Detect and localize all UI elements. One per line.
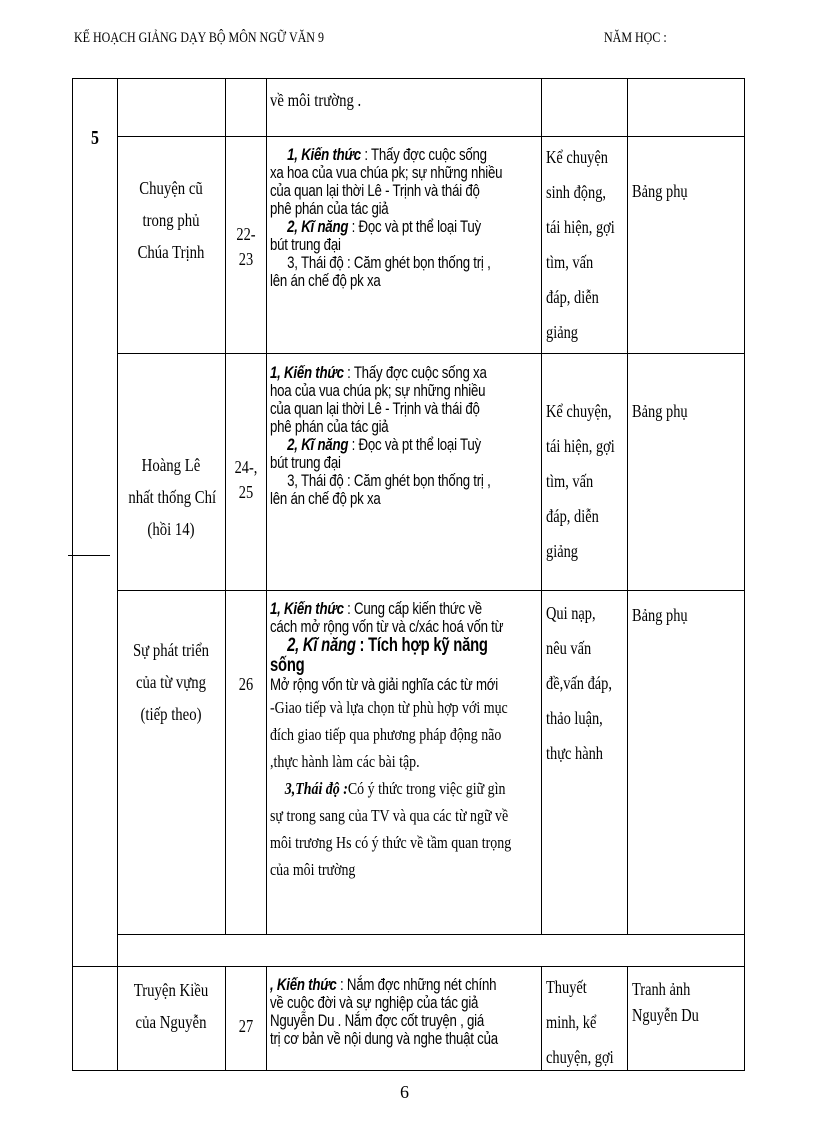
lesson-content-cell: 1, Kiến thức : Cung cấp kiến thức về cách mở rộng vốn từ và c/xác hoá vốn từ 2, Kĩ năng : Tích hợp kỹ năng sống Mở rộng vốn từ và giải nghĩa các từ mới -Giao tiếp và lựa chọn từ phù hợp với mục đích giao tiếp qua phương pháp động não ,thực hành làm các bài tập. 3,Thái độ :Có ý thức trong việc giữ gìn sự trong sang của TV và qua các từ ngữ về môi trương Hs có ý thức về tầm quan trọng của môi trường xyxy=(270,599,512,879)
material-cell: Bảng phụ xyxy=(632,401,688,421)
header-title: KẾ HOẠCH GIẢNG DẠY BỘ MÔN NGỮ VĂN 9 xyxy=(74,30,324,46)
period-cell: 22- 23 xyxy=(236,224,256,269)
table-line xyxy=(117,353,745,354)
table-line xyxy=(744,78,745,1070)
table-line xyxy=(225,966,226,1070)
lesson-content-cell: về môi trường . xyxy=(270,90,362,110)
lesson-title-cell: Chuyện cũ trong phủ Chúa Trịnh xyxy=(137,178,205,262)
lesson-content-cell: , Kiến thức : Nắm đợc những nét chính về cuộc đời và sự nghiệp của tác giả Nguyễn Du . Nắm đợc cốt truyện , giá trị cơ bản về nội dung và nghe thuật của xyxy=(270,975,498,1048)
material-cell: Bảng phụ xyxy=(632,605,688,625)
week-number: 5 xyxy=(91,127,99,149)
method-cell: Thuyết minh, kể chuyện, gợi xyxy=(546,977,614,1067)
table-line xyxy=(117,590,745,591)
lesson-title-cell: Hoàng Lê nhất thống Chí (hồi 14) xyxy=(128,455,217,539)
method-cell: Kể chuyện sinh động, tái hiện, gợi tìm, vấn đáp, diễn giảng xyxy=(546,147,615,342)
header-school-year: NĂM HỌC : xyxy=(604,30,667,46)
period-cell: 27 xyxy=(238,1016,254,1036)
table-line xyxy=(68,555,110,556)
table-line xyxy=(117,136,745,137)
table-line xyxy=(72,78,745,79)
page-number: 6 xyxy=(400,1082,409,1102)
lesson-content-cell: 1, Kiến thức : Thấy đợc cuộc sống xa hoa của vua chúa pk; sự những nhiều của quan lại thời Lê - Trịnh và thái độ phê phán của tác giả 2, Kĩ năng : Đọc và pt thể loại Tuỳ bút trung đại 3, Thái độ : Căm ghét bọn thống trị , lên án chế độ pk xa xyxy=(270,145,503,290)
table-line xyxy=(266,78,267,934)
period-cell: 24-, 25 xyxy=(234,457,258,502)
table-line xyxy=(117,78,118,1070)
method-cell: Qui nạp, nêu vấn đề,vấn đáp, thảo luận, thực hành xyxy=(546,603,612,763)
period-cell: 26 xyxy=(238,674,254,694)
table-line xyxy=(225,78,226,934)
table-line xyxy=(72,966,745,967)
table-line xyxy=(266,966,267,1070)
lesson-content-cell: 1, Kiến thức : Thấy đợc cuộc sống xa hoa của vua chúa pk; sự những nhiều của quan lại thời Lê - Trịnh và thái độ phê phán của tác giả 2, Kĩ năng : Đọc và pt thể loại Tuỳ bút trung đại 3, Thái độ : Căm ghét bọn thống trị , lên án chế độ pk xa xyxy=(270,363,491,508)
material-cell: Tranh ảnh Nguyễn Du xyxy=(632,979,699,1025)
material-cell: Bảng phụ xyxy=(632,181,688,201)
lesson-title-cell: Sự phát triển của từ vựng (tiếp theo) xyxy=(132,640,210,724)
method-cell: Kể chuyện, tái hiện, gợi tìm, vấn đáp, diễn giảng xyxy=(546,401,615,561)
lesson-title-cell: Truyện Kiều của Nguyễn xyxy=(133,980,209,1032)
table-line xyxy=(72,1070,745,1071)
table-line xyxy=(117,934,745,935)
table-line xyxy=(541,966,542,1070)
table-line xyxy=(72,78,73,1070)
